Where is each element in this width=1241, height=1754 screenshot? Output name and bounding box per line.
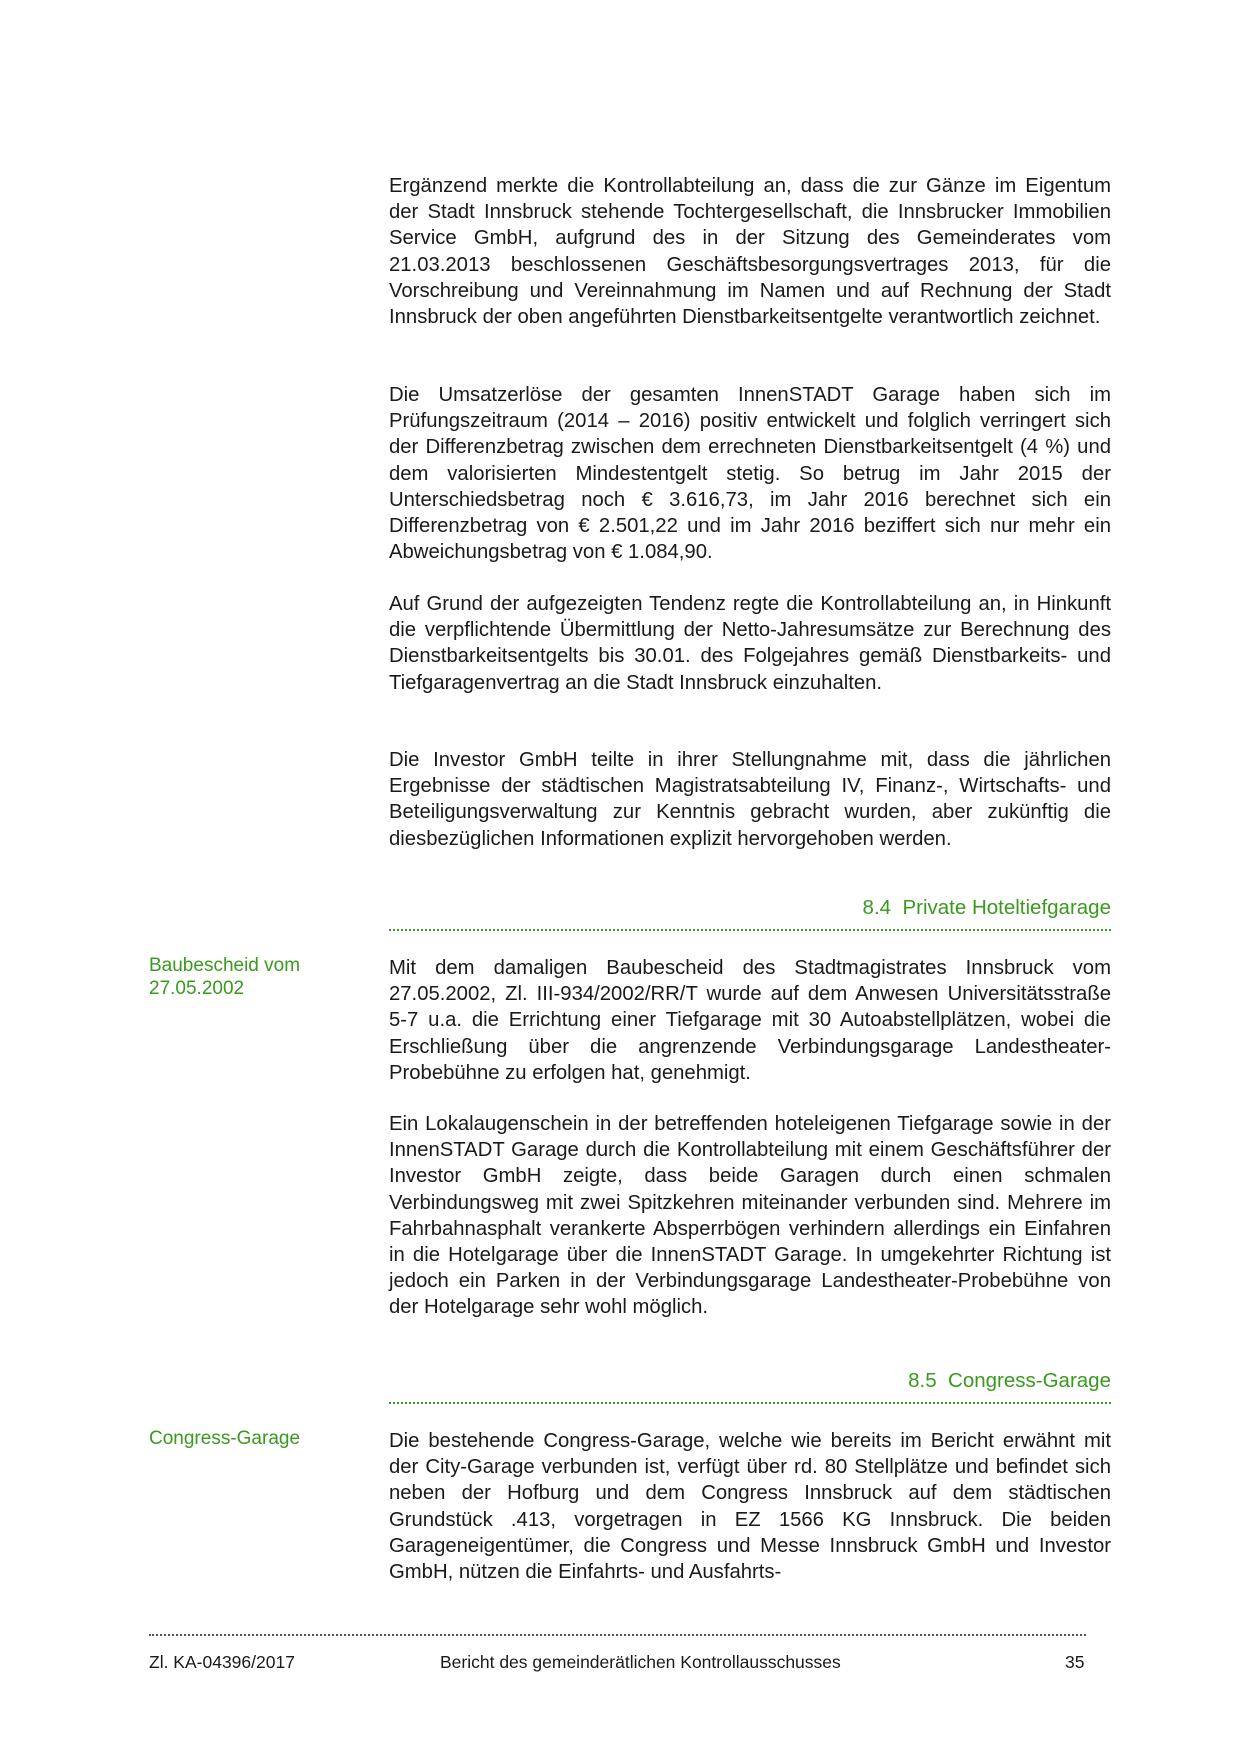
footer-divider (149, 1634, 1086, 1636)
section-number: 8.5 (908, 1369, 937, 1392)
section-divider (389, 1402, 1111, 1404)
section-number: 8.4 (862, 896, 892, 919)
paragraph-umsatzerloese: Die Umsatzerlöse der gesamten InnenSTADT Garage haben sich im Prüfungszeitraum (2014 – 2016) positiv entwickelt und folglich verringert sich der Differenzbetrag zwischen dem errechneten Dienstbarkeitsentgelt (4 %) und dem valorisierten Mindestentgelt stetig. So betrug im Jahr 2015 der Unterschiedsbetrag noch € 3.616,73, im Jahr 2016 berechnet sich ein Differenzbetrag von € 2.501,22 und im Jahr 2016 beziffert sich nur mehr ein Abweichungsbetrag von € 1.084,90. (389, 384, 1111, 564)
footer-reference: Zl. KA-04396/2017 (149, 1652, 295, 1672)
section-heading-8-4 (389, 895, 1111, 921)
margin-note-line: Baubescheid vom (149, 955, 301, 976)
margin-note-baubescheid (149, 954, 349, 1000)
footer-title: Bericht des gemeinderätlichen Kontrollausschusses (440, 1652, 841, 1672)
paragraph-congress-garage: Die bestehende Congress-Garage, welche wie bereits im Bericht erwähnt mit der City-Garage verbunden ist, verfügt über rd. 80 Stellplätze und befindet sich neben der Hofburg und dem Congress Innsbruck auf dem städtischen Grundstück .413, vorgetragen in EZ 1566 KG Innsbruck. Die beiden Garageneigentümer, die Congress und Messe Innsbruck GmbH und Investor GmbH, nützen die Einfahrts- und Ausfahrts- (389, 1430, 1111, 1584)
section-heading-8-5 (389, 1368, 1111, 1394)
paragraph-ergaenzend: Ergänzend merkte die Kontrollabteilung an, dass die zur Gänze im Eigentum der Stadt Innsbruck stehende Tochtergesellschaft, die Innsbrucker Immobilien Service GmbH, aufgrund des in der Sitzung des Gemeinderates vom 21.03.2013 beschlossenen Geschäftsbesorgungsvertrages 2013, für die Vorschreibung und Vereinnahmung im Namen und auf Rechnung der Stadt Innsbruck der oben angeführten Dienstbarkeitsentgelte verantwortlich zeichnet. (389, 175, 1111, 329)
paragraph-stellungnahme: Die Investor GmbH teilte in ihrer Stellungnahme mit, dass die jährlichen Ergebnisse der städtischen Magistratsabteilung IV, Finanz-, Wirtschafts- und Beteiligungsverwaltung zur Kenntnis gebracht wurden, aber zukünftig die diesbezüglichen Informationen explizit hervorgehoben werden. (389, 749, 1111, 850)
section-title: Private Hoteltiefgarage (902, 896, 1111, 919)
paragraph-tendenz: Auf Grund der aufgezeigten Tendenz regte die Kontrollabteilung an, in Hinkunft die verpflichtende Übermittlung der Netto-Jahresumsätze zur Berechnung des Dienstbarkeitsentgelts bis 30.01. des Folgejahres gemäß Dienstbarkeits- und Tiefgaragenvertrag an die Stadt Innsbruck einzuhalten. (389, 593, 1111, 694)
paragraph-lokalaugenschein: Ein Lokalaugenschein in der betreffenden hoteleigenen Tiefgarage sowie in der InnenSTADT Garage durch die Kontrollabteilung mit einem Geschäftsführer der Investor GmbH zeigte, dass beide Garagen durch einen schmalen Verbindungsweg mit zwei Spitzkehren miteinander verbunden sind. Mehrere im Fahrbahnasphalt verankerte Absperrbögen verhindern allerdings ein Einfahren in die Hotelgarage über die InnenSTADT Garage. In umgekehrter Richtung ist jedoch ein Parken in der Verbindungsgarage Landestheater-Probebühne von der Hotelgarage sehr wohl möglich. (389, 1113, 1111, 1319)
section-divider (389, 929, 1111, 931)
footer-page-number: 35 (1065, 1652, 1085, 1672)
margin-note-line: 27.05.2002 (149, 978, 245, 999)
section-title: Congress-Garage (948, 1369, 1111, 1392)
margin-note-congress-garage (149, 1427, 349, 1450)
margin-note-line: Congress-Garage (149, 1428, 301, 1449)
paragraph-baubescheid: Mit dem damaligen Baubescheid des Stadtmagistrates Innsbruck vom 27.05.2002, Zl. III-934/2002/RR/T wurde auf dem Anwesen Universitätsstraße 5-7 u.a. die Errichtung einer Tiefgarage mit 30 Autoabstellplätzen, wobei die Erschließung über die angrenzende Verbindungsgarage Landestheater-Probebühne zu erfolgen hat, genehmigt. (389, 957, 1111, 1084)
